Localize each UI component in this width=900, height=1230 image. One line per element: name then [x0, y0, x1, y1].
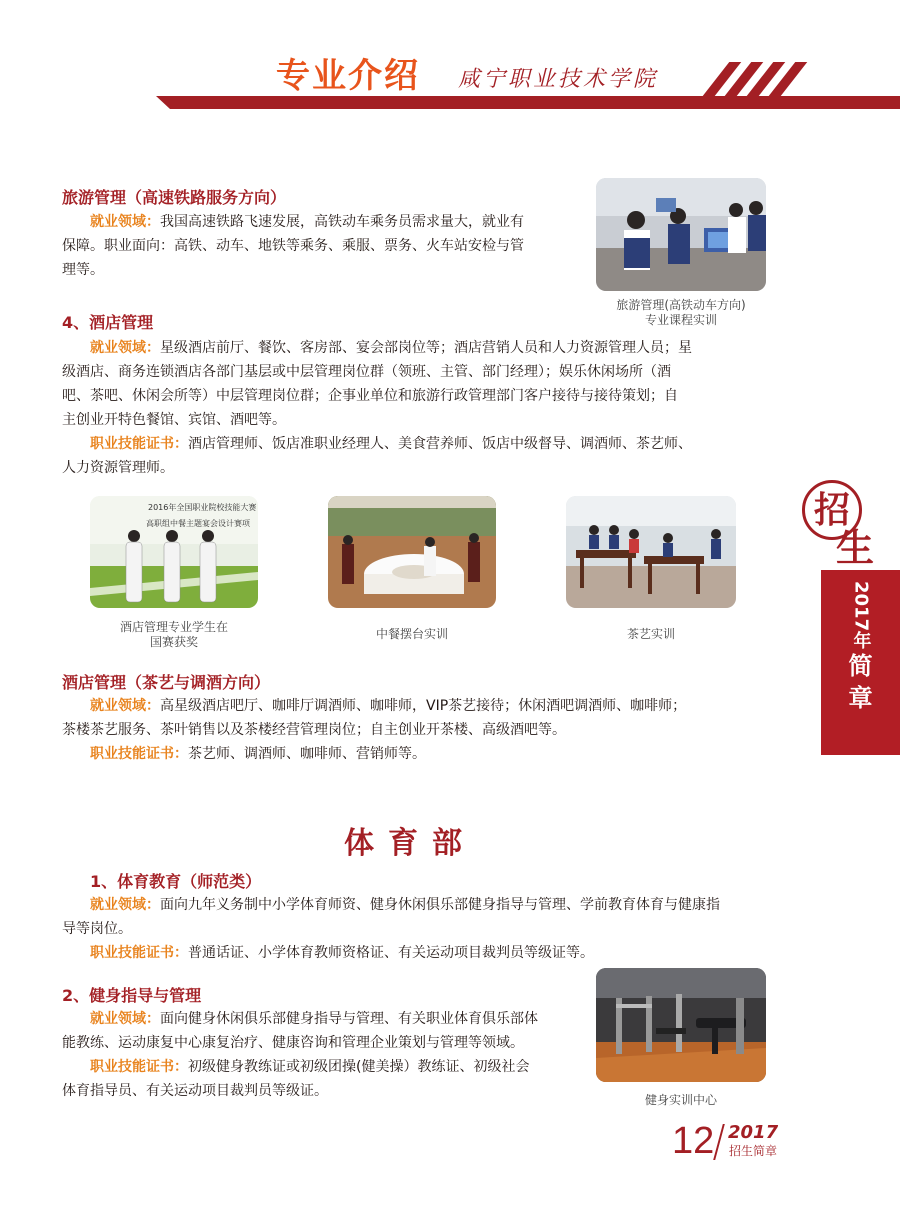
hotel-employ-paragraph: [62, 336, 772, 480]
employ-label: 就业领域：: [90, 340, 160, 356]
photo-tea-art: [566, 496, 736, 608]
photo-gym: [596, 968, 766, 1082]
employ-text: 理等。: [62, 262, 104, 278]
cert-text: 普通话证、小学体育教师资格证、有关运动项目裁判员等级证等。: [188, 945, 594, 961]
pe-edu-paragraph: [62, 893, 772, 965]
cert-text: 人力资源管理师。: [62, 460, 174, 476]
cert-text: 初级健身教练证或初级团操(健美操）教练证、初级社会: [188, 1059, 530, 1075]
side-title: 简 章: [848, 652, 873, 712]
cert-label: 职业技能证书：: [90, 746, 188, 762]
employ-text: 主创业开特色餐馆、宾馆、酒吧等。: [62, 412, 286, 428]
photo-caption: 健身实训中心: [644, 1093, 717, 1107]
tea-heading: 酒店管理（茶艺与调酒方向）: [62, 673, 271, 692]
svg-text:高职组中餐主题宴会设计赛项: 高职组中餐主题宴会设计赛项: [146, 519, 250, 528]
tourism-employ-paragraph: [62, 210, 592, 282]
side-sheng-char: 生: [836, 525, 875, 570]
photo-caption: 旅游管理(高铁动车方向) 专业课程实训: [616, 298, 746, 327]
footer-year: 2017: [728, 1122, 779, 1143]
employ-text: 星级酒店前厅、餐饮、客房部、宴会部岗位等；酒店营销人员和人力资源管理人员；星: [160, 340, 692, 356]
photo-table-setting: [328, 496, 496, 608]
employ-text: 我国高速铁路飞速发展，高铁动车乘务员需求量大，就业有: [160, 214, 524, 230]
photo-caption: 茶艺实训: [626, 627, 675, 641]
side-year: 2017年: [850, 580, 872, 650]
page-divider: [713, 1124, 725, 1160]
header-title: 专业介绍: [276, 56, 420, 96]
employ-label: 就业领域：: [90, 897, 160, 913]
cert-label: 职业技能证书：: [90, 945, 188, 961]
employ-text: 面向九年义务制中小学体育师资、健身休闲俱乐部健身指导与管理、学前教育体育与健康指: [160, 897, 720, 913]
hotel-heading: 4、酒店管理: [62, 313, 154, 332]
photo-caption: 酒店管理专业学生在 国赛获奖: [119, 620, 228, 649]
tourism-heading: 旅游管理（高速铁路服务方向）: [62, 188, 287, 207]
photo-train-training: [596, 178, 766, 291]
employ-label: 就业领域：: [90, 698, 160, 714]
cert-text: 体育指导员、有关运动项目裁判员等级证。: [62, 1083, 328, 1099]
employ-text: 能教练、运动康复中心康复治疗、健康咨询和管理企业策划与管理等领域。: [62, 1035, 524, 1051]
employ-text: 吧、茶吧、休闲会所等）中层管理岗位群；企事业单位和旅游行政管理部门客户接待与接待策划；自: [62, 388, 678, 404]
footer-label: 招生简章: [729, 1144, 778, 1158]
employ-text: 导等岗位。: [62, 921, 132, 937]
tea-paragraph: [62, 694, 772, 766]
employ-text: 高星级酒店吧厅、咖啡厅调酒师、咖啡师，VIP茶艺接待；休闲酒吧调酒师、咖啡师；: [160, 698, 687, 714]
employ-text: 面向健身休闲俱乐部健身指导与管理、有关职业体育俱乐部体: [160, 1011, 538, 1027]
employ-text: 级酒店、商务连锁酒店各部门基层或中层管理岗位群（领班、主管、部门经理）；娱乐休闲场所（酒: [62, 364, 671, 380]
side-tab: [821, 570, 900, 755]
photo-competition-award: [90, 496, 258, 608]
page-header: [0, 0, 900, 120]
fitness-heading: 2、健身指导与管理: [62, 986, 202, 1005]
cert-label: 职业技能证书：: [90, 436, 188, 452]
photo-caption: 中餐摆台实训: [375, 627, 448, 641]
employ-text: 保障。职业面向：高铁、动车、地铁等乘务、乘服、票务、火车站安检与管: [62, 238, 524, 254]
cert-text: 茶艺师、调酒师、咖啡师、营销师等。: [188, 746, 426, 762]
header-bar: [170, 96, 900, 109]
cert-text: 酒店管理师、饭店准职业经理人、美食营养师、饭店中级督导、调酒师、茶艺师、: [188, 436, 692, 452]
employ-label: 就业领域：: [90, 1011, 160, 1027]
school-name: 咸宁职业技术学院: [458, 67, 659, 92]
pe-edu-heading: 1、体育教育（师范类）: [90, 872, 262, 891]
side-zhao-seal: 招: [802, 480, 862, 540]
cert-label: 职业技能证书：: [90, 1059, 188, 1075]
employ-text: 茶楼茶艺服务、茶叶销售以及茶楼经营管理岗位；自主创业开茶楼、高级酒吧等。: [62, 722, 566, 738]
fitness-paragraph: [62, 1007, 592, 1103]
svg-text:2016年全国职业院校技能大赛: 2016年全国职业院校技能大赛: [148, 503, 257, 512]
page-number: 12: [672, 1120, 715, 1162]
employ-label: 就业领域：: [90, 214, 160, 230]
pe-section-title: 体育部: [344, 826, 476, 861]
